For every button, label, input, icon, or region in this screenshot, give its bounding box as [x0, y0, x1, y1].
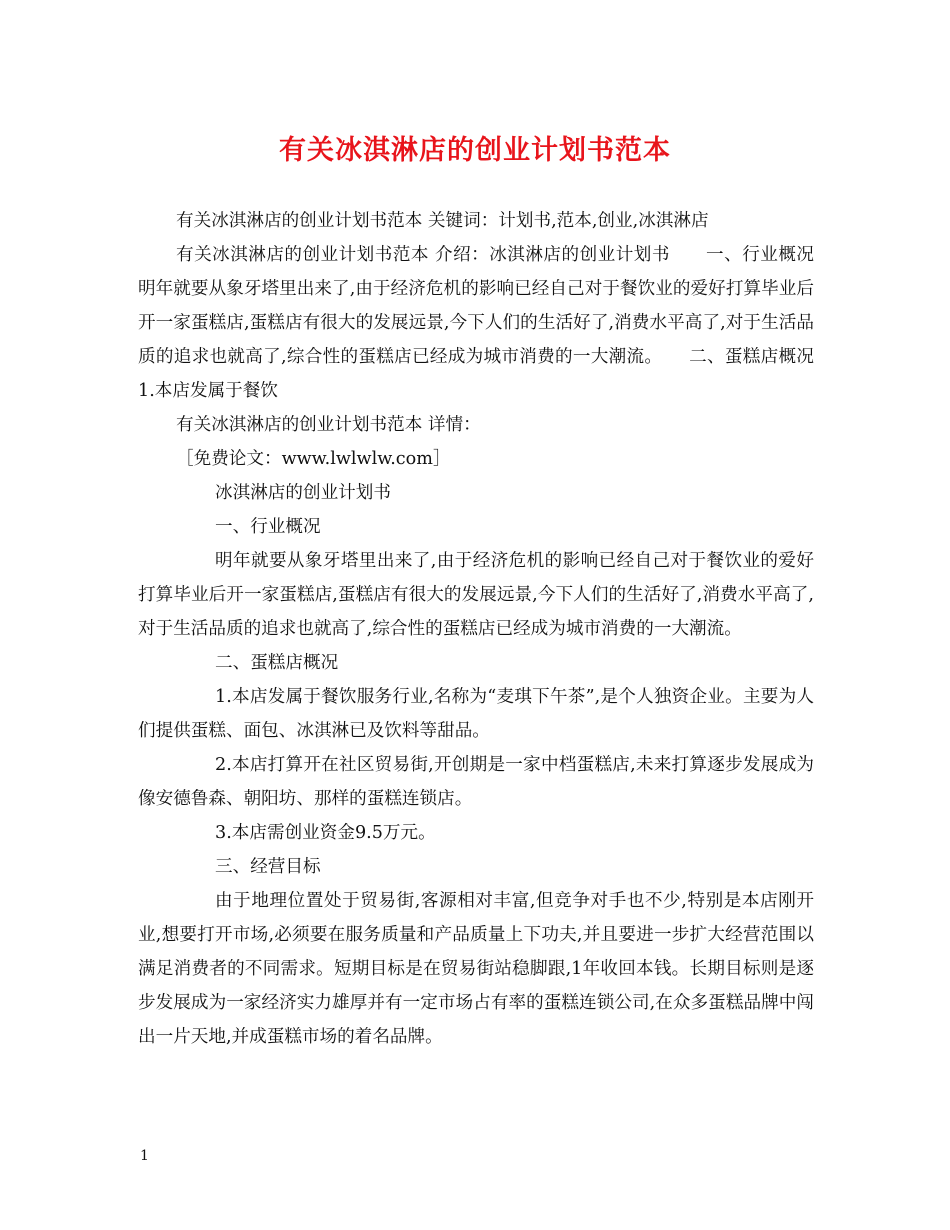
page-number: 1: [140, 1148, 149, 1164]
section1-heading: 一、行业概况: [215, 517, 321, 537]
intro-paragraph: 有关冰淇淋店的创业计划书范本 介绍：冰淇淋店的创业计划书 一、行业概况 明年就要从象牙塔里出来了,由于经济危机的影响已经自己对于餐饮业的爱好打算毕业后开一家蛋糕店,蛋糕店有很大的发展远景,今下人们的生活好了,消费水平高了,对于生活品质的追求也就高了,综合性的蛋糕店已经成为城市消费的一大潮流。 二、蛋糕店概况 1.本店发属于餐饮: [138, 245, 850, 401]
document-body: [138, 204, 850, 1054]
section2-heading: 二、蛋糕店概况: [215, 653, 339, 673]
document-title: 有关冰淇淋店的创业计划书范本: [279, 135, 671, 166]
keywords-line: 有关冰淇淋店的创业计划书范本 关键词：计划书,范本,创业,冰淇淋店: [176, 211, 709, 231]
section3-heading: 三、经营目标: [215, 857, 321, 877]
source-line[interactable]: ［免费论文：www.lwlwlw.com］: [176, 449, 451, 469]
section1-paragraph: 明年就要从象牙塔里出来了,由于经济危机的影响已经自己对于餐饮业的爱好打算毕业后开一家蛋糕店,蛋糕店有很大的发展远景,今下人们的生活好了,消费水平高了,对于生活品质的追求也就高了,综合性的蛋糕店已经成为城市消费的一大潮流。: [138, 551, 814, 639]
section2-item-1: 1.本店发属于餐饮服务行业,名称为“麦琪下午茶”,是个人独资企业。主要为人们提供蛋糕、面包、冰淇淋已及饮料等甜品。: [138, 687, 814, 741]
section3-paragraph: 由于地理位置处于贸易街,客源相对丰富,但竞争对手也不少,特别是本店刚开业,想要打开市场,必须要在服务质量和产品质量上下功夫,并且要进一步扩大经营范围以满足消费者的不同需求。短期目标是在贸易街站稳脚跟,1年收回本钱。长期目标则是逐步发展成为一家经济实力雄厚并有一定市场占有率的蛋糕连锁公司,在众多蛋糕品牌中闯出一片天地,并成蛋糕市场的着名品牌。: [138, 891, 814, 1047]
doc-heading: 冰淇淋店的创业计划书: [215, 483, 391, 503]
detail-line: 有关冰淇淋店的创业计划书范本 详情：: [176, 415, 481, 435]
section2-item-3: 3.本店需创业资金9.5万元。: [215, 823, 436, 843]
section2-item-2: 2.本店打算开在社区贸易街,开创期是一家中档蛋糕店,未来打算逐步发展成为像安德鲁森、朝阳坊、那样的蛋糕连锁店。: [138, 755, 814, 809]
